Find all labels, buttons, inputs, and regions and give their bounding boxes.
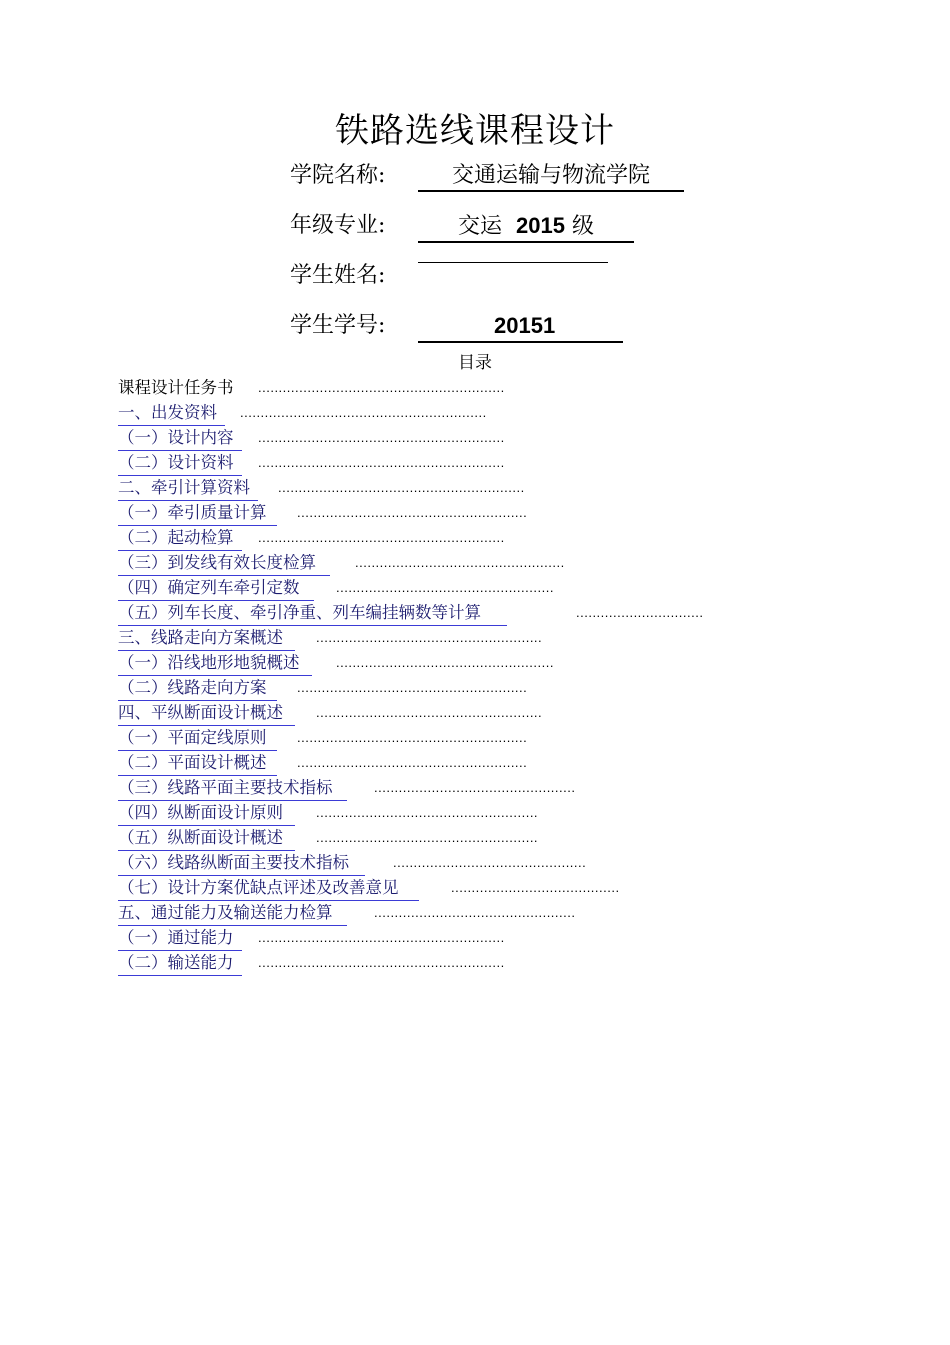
toc-item-dots: ............................................................ bbox=[240, 405, 487, 420]
toc-item-3-2[interactable] bbox=[118, 676, 528, 701]
toc-item-dots: ...................................................... bbox=[316, 830, 539, 845]
toc-item-dots: ........................................................ bbox=[297, 755, 528, 770]
grade-major-value bbox=[418, 212, 634, 243]
toc-item-label: （七）设计方案优缺点评述及改善意见 bbox=[118, 876, 419, 901]
toc-item-label: （六）线路纵断面主要技术指标 bbox=[118, 851, 365, 876]
toc-item-label: （二）平面设计概述 bbox=[118, 751, 277, 776]
toc-item-dots: ....................................................... bbox=[316, 630, 543, 645]
toc-item-3-1[interactable] bbox=[118, 651, 554, 676]
toc-item-2-3[interactable] bbox=[118, 551, 565, 576]
toc-item-dots: ............................................... bbox=[393, 855, 587, 870]
student-id-label: 学生学号: bbox=[290, 313, 386, 338]
toc-item-5-1[interactable] bbox=[118, 926, 505, 951]
student-name-label: 学生姓名: bbox=[290, 263, 386, 288]
toc-item-dots: ........................................................ bbox=[297, 680, 528, 695]
toc-item-dots: ................................................. bbox=[374, 905, 576, 920]
toc-item-label: （三）到发线有效长度检算 bbox=[118, 551, 330, 576]
toc-item-label: （五）纵断面设计概述 bbox=[118, 826, 295, 851]
toc-item-1[interactable] bbox=[118, 401, 487, 426]
toc-item-dots: ............................................................ bbox=[258, 930, 505, 945]
toc-item-5-2[interactable] bbox=[118, 951, 505, 976]
grade-major-prefix: 交运 bbox=[458, 214, 503, 239]
toc-item-label: （一）平面定线原则 bbox=[118, 726, 277, 751]
toc-item-label: 三、线路走向方案概述 bbox=[118, 626, 295, 651]
toc-item-4-6[interactable] bbox=[118, 851, 587, 876]
toc-item-dots: ........................................................ bbox=[297, 505, 528, 520]
toc-item-label: （二）起动检算 bbox=[118, 526, 242, 551]
toc-item-label: 课程设计任务书 bbox=[118, 378, 234, 397]
toc-item-dots: ............................................................ bbox=[258, 430, 505, 445]
toc-item-2-4[interactable] bbox=[118, 576, 554, 601]
toc-item-label: （二）输送能力 bbox=[118, 951, 242, 976]
toc-item-4-3[interactable] bbox=[118, 776, 576, 801]
toc-heading: 目录 bbox=[458, 353, 492, 373]
toc-item-label: （五）列车长度、牵引净重、列车编挂辆数等计算 bbox=[118, 601, 507, 626]
toc-item-dots: ........................................................ bbox=[297, 730, 528, 745]
toc-item-label: （一）沿线地形地貌概述 bbox=[118, 651, 312, 676]
toc-item-label: （一）牵引质量计算 bbox=[118, 501, 277, 526]
toc-item-label: （二）设计资料 bbox=[118, 451, 242, 476]
toc-item-dots: ............................................................ bbox=[258, 380, 505, 395]
toc-item-dots: ....................................................... bbox=[316, 705, 543, 720]
student-name-value bbox=[418, 262, 608, 263]
toc-item-label: 四、平纵断面设计概述 bbox=[118, 701, 295, 726]
toc-item-task-book[interactable] bbox=[118, 376, 505, 401]
toc-item-4[interactable] bbox=[118, 701, 543, 726]
toc-item-label: （一）设计内容 bbox=[118, 426, 242, 451]
toc-item-dots: ............................... bbox=[576, 605, 704, 620]
toc-item-dots: ..................................................... bbox=[336, 655, 554, 670]
toc-item-dots: ............................................................ bbox=[258, 455, 505, 470]
toc-item-1-1[interactable] bbox=[118, 426, 505, 451]
toc-item-dots: ............................................................ bbox=[258, 955, 505, 970]
toc-item-1-2[interactable] bbox=[118, 451, 505, 476]
toc-item-label: （三）线路平面主要技术指标 bbox=[118, 776, 347, 801]
toc-item-2-2[interactable] bbox=[118, 526, 505, 551]
toc-item-label: （四）纵断面设计原则 bbox=[118, 801, 295, 826]
toc-item-dots: ................................................. bbox=[374, 780, 576, 795]
toc-item-label: （一）通过能力 bbox=[118, 926, 242, 951]
toc-item-dots: ................................................... bbox=[355, 555, 565, 570]
toc-item-dots: ......................................... bbox=[451, 880, 620, 895]
college-name-label: 学院名称: bbox=[290, 163, 386, 188]
toc-item-3[interactable] bbox=[118, 626, 543, 651]
college-name-value: 交通运输与物流学院 bbox=[418, 162, 684, 192]
toc-item-label: （四）确定列车牵引定数 bbox=[118, 576, 314, 601]
toc-item-dots: ............................................................ bbox=[278, 480, 525, 495]
toc-item-2[interactable] bbox=[118, 476, 525, 501]
toc-item-4-1[interactable] bbox=[118, 726, 528, 751]
toc-item-label: 五、通过能力及输送能力检算 bbox=[118, 901, 347, 926]
document-title: 铁路选线课程设计 bbox=[335, 111, 615, 151]
toc-item-label: 二、牵引计算资料 bbox=[118, 476, 258, 501]
grade-major-suffix: 级 bbox=[571, 214, 594, 239]
toc-item-5[interactable] bbox=[118, 901, 576, 926]
student-id-number: 20151 bbox=[494, 313, 556, 338]
grade-major-label: 年级专业: bbox=[290, 213, 386, 238]
toc-item-dots: ...................................................... bbox=[316, 805, 539, 820]
toc-item-4-7[interactable] bbox=[118, 876, 620, 901]
toc-item-4-5[interactable] bbox=[118, 826, 539, 851]
toc-item-label: （二）线路走向方案 bbox=[118, 676, 277, 701]
toc-item-label: 一、出发资料 bbox=[118, 401, 225, 426]
toc-item-2-5[interactable] bbox=[118, 601, 704, 626]
grade-major-year: 2015 bbox=[516, 213, 565, 238]
toc-item-dots: ............................................................ bbox=[258, 530, 505, 545]
toc-item-4-4[interactable] bbox=[118, 801, 539, 826]
toc-item-dots: ..................................................... bbox=[336, 580, 554, 595]
toc-item-4-2[interactable] bbox=[118, 751, 528, 776]
toc-item-2-1[interactable] bbox=[118, 501, 528, 526]
student-id-value bbox=[418, 312, 623, 343]
